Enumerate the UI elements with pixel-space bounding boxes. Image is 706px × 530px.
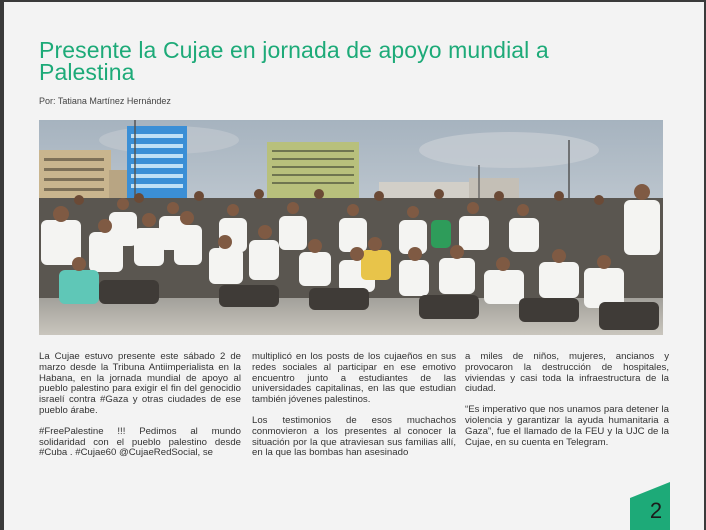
magazine-page [4,2,704,530]
text-column-2 [252,352,456,469]
article-title: Presente la Cujae en jornada de apoyo mundial a Palestina [39,37,549,85]
page-number: 2 [649,498,663,523]
paragraph: multiplicó en los posts de los cujaeños en sus redes sociales al participar en ese emotivo encuentro junto a estudiantes de las universidades capitalinas, en las que estudian también jóvenes palestinos. [252,351,456,406]
paragraph: #FreePalestine !!! Pedimos al mundo solidaridad con el pueblo palestino desde #Cuba . #Cujae60 @CujaeRedSocial, se [39,425,241,459]
page-number-badge [630,482,670,530]
paragraph: La Cujae estuvo presente este sábado 2 de marzo desde la Tribuna Antiimperialista en la Habana, en la jornada mundial de apoyo al pueblo palestino para exigir el fin del genocidio israelí contra #Gaza y otras ciudades de ese pueblo árabe. [39,351,241,416]
group-photo-image [39,120,663,335]
article-byline: Por: Tatiana Martínez Hernández [39,96,171,106]
text-column-3 [465,352,669,458]
paragraph: Los testimonios de esos muchachos conmovieron a los presentes al conocer la situación por la que atraviesan sus familias allí, en la que las bombas han asesinado [252,414,456,459]
paragraph: a miles de niños, mujeres, ancianos y provocaron la destrucción de hospitales, viviendas y casi toda la infraestructura de la ciudad. [465,351,669,395]
group-photo [39,120,663,335]
text-column-1 [39,352,241,469]
paragraph: “Es imperativo que nos unamos para detener la violencia y garantizar la ayuda humanitaria a Gaza”, fue el llamado de la FEU y la UJC de la Cujae, en su cuenta en Telegram. [465,404,669,448]
